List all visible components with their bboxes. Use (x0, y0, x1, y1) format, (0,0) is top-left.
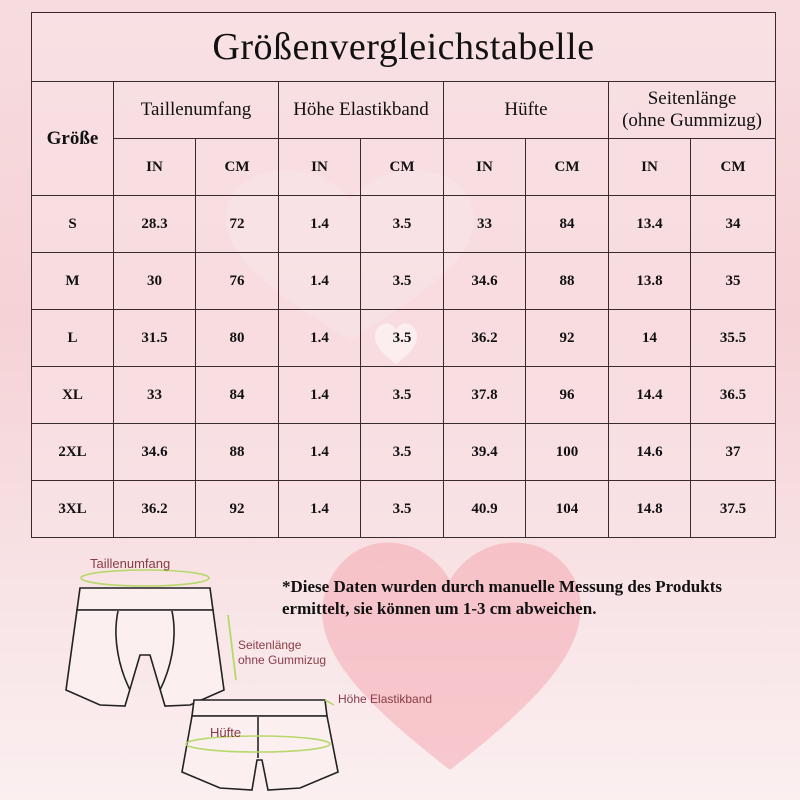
value-cell: 34.6 (114, 424, 196, 481)
value-cell: 14.4 (609, 367, 691, 424)
value-cell: 28.3 (114, 196, 196, 253)
value-cell: 80 (196, 310, 279, 367)
unit-cm-header: CM (526, 139, 609, 196)
value-cell: 1.4 (279, 367, 361, 424)
size-cell: 3XL (32, 481, 114, 538)
value-cell: 1.4 (279, 481, 361, 538)
band-height-label: Höhe Elastikband (338, 692, 433, 706)
value-cell: 13.4 (609, 196, 691, 253)
value-cell: 35 (691, 253, 776, 310)
size-cell: XL (32, 367, 114, 424)
value-cell: 84 (196, 367, 279, 424)
value-cell: 40.9 (444, 481, 526, 538)
unit-in-header: IN (114, 139, 196, 196)
value-cell: 3.5 (361, 481, 444, 538)
value-cell: 3.5 (361, 367, 444, 424)
size-cell: S (32, 196, 114, 253)
value-cell: 14 (609, 310, 691, 367)
measurement-note: *Diese Daten wurden durch manuelle Messung des Produkts ermittelt, sie können um 1-3 cm abweichen. (282, 577, 722, 618)
band-height-measure-line (325, 700, 334, 705)
value-cell: 88 (196, 424, 279, 481)
value-cell: 3.5 (361, 253, 444, 310)
unit-in-header: IN (609, 139, 691, 196)
size-cell: 2XL (32, 424, 114, 481)
value-cell: 3.5 (361, 196, 444, 253)
unit-in-header: IN (444, 139, 526, 196)
value-cell: 14.6 (609, 424, 691, 481)
size-cell: M (32, 253, 114, 310)
side-length-label: Seitenlänge ohne Gummizug (238, 638, 327, 667)
value-cell: 34 (691, 196, 776, 253)
page-title: Größenvergleichstabelle (32, 13, 776, 82)
unit-cm-header: CM (361, 139, 444, 196)
value-cell: 104 (526, 481, 609, 538)
waist-column-header: Taillenumfang (114, 82, 279, 139)
value-cell: 92 (196, 481, 279, 538)
side-length-measure-line (228, 615, 236, 680)
value-cell: 30 (114, 253, 196, 310)
value-cell: 88 (526, 253, 609, 310)
value-cell: 84 (526, 196, 609, 253)
value-cell: 1.4 (279, 310, 361, 367)
boxer-brief-icon (66, 588, 224, 706)
waist-label: Taillenumfang (90, 556, 171, 571)
band-height-column-header: Höhe Elastikband (279, 82, 444, 139)
unit-cm-header: CM (691, 139, 776, 196)
hip-label: Hüfte (210, 725, 242, 740)
value-cell: 1.4 (279, 196, 361, 253)
value-cell: 37 (691, 424, 776, 481)
value-cell: 37.5 (691, 481, 776, 538)
value-cell: 100 (526, 424, 609, 481)
unit-in-header: IN (279, 139, 361, 196)
value-cell: 34.6 (444, 253, 526, 310)
hip-column-header: Hüfte (444, 82, 609, 139)
value-cell: 33 (114, 367, 196, 424)
waist-measure-line (81, 570, 209, 586)
value-cell: 3.5 (361, 424, 444, 481)
value-cell: 14.8 (609, 481, 691, 538)
unit-cm-header: CM (196, 139, 279, 196)
value-cell: 1.4 (279, 253, 361, 310)
size-column-header: Größe (32, 82, 114, 196)
value-cell: 36.5 (691, 367, 776, 424)
value-cell: 33 (444, 196, 526, 253)
value-cell: 76 (196, 253, 279, 310)
size-cell: L (32, 310, 114, 367)
value-cell: 37.8 (444, 367, 526, 424)
value-cell: 72 (196, 196, 279, 253)
value-cell: 36.2 (114, 481, 196, 538)
value-cell: 39.4 (444, 424, 526, 481)
value-cell: 1.4 (279, 424, 361, 481)
side-length-column-header: Seitenlänge (ohne Gummizug) (609, 82, 776, 139)
value-cell: 13.8 (609, 253, 691, 310)
value-cell: 96 (526, 367, 609, 424)
value-cell: 36.2 (444, 310, 526, 367)
value-cell: 92 (526, 310, 609, 367)
value-cell: 35.5 (691, 310, 776, 367)
value-cell: 31.5 (114, 310, 196, 367)
trunk-brief-icon (182, 700, 338, 790)
value-cell: 3.5 (361, 310, 444, 367)
